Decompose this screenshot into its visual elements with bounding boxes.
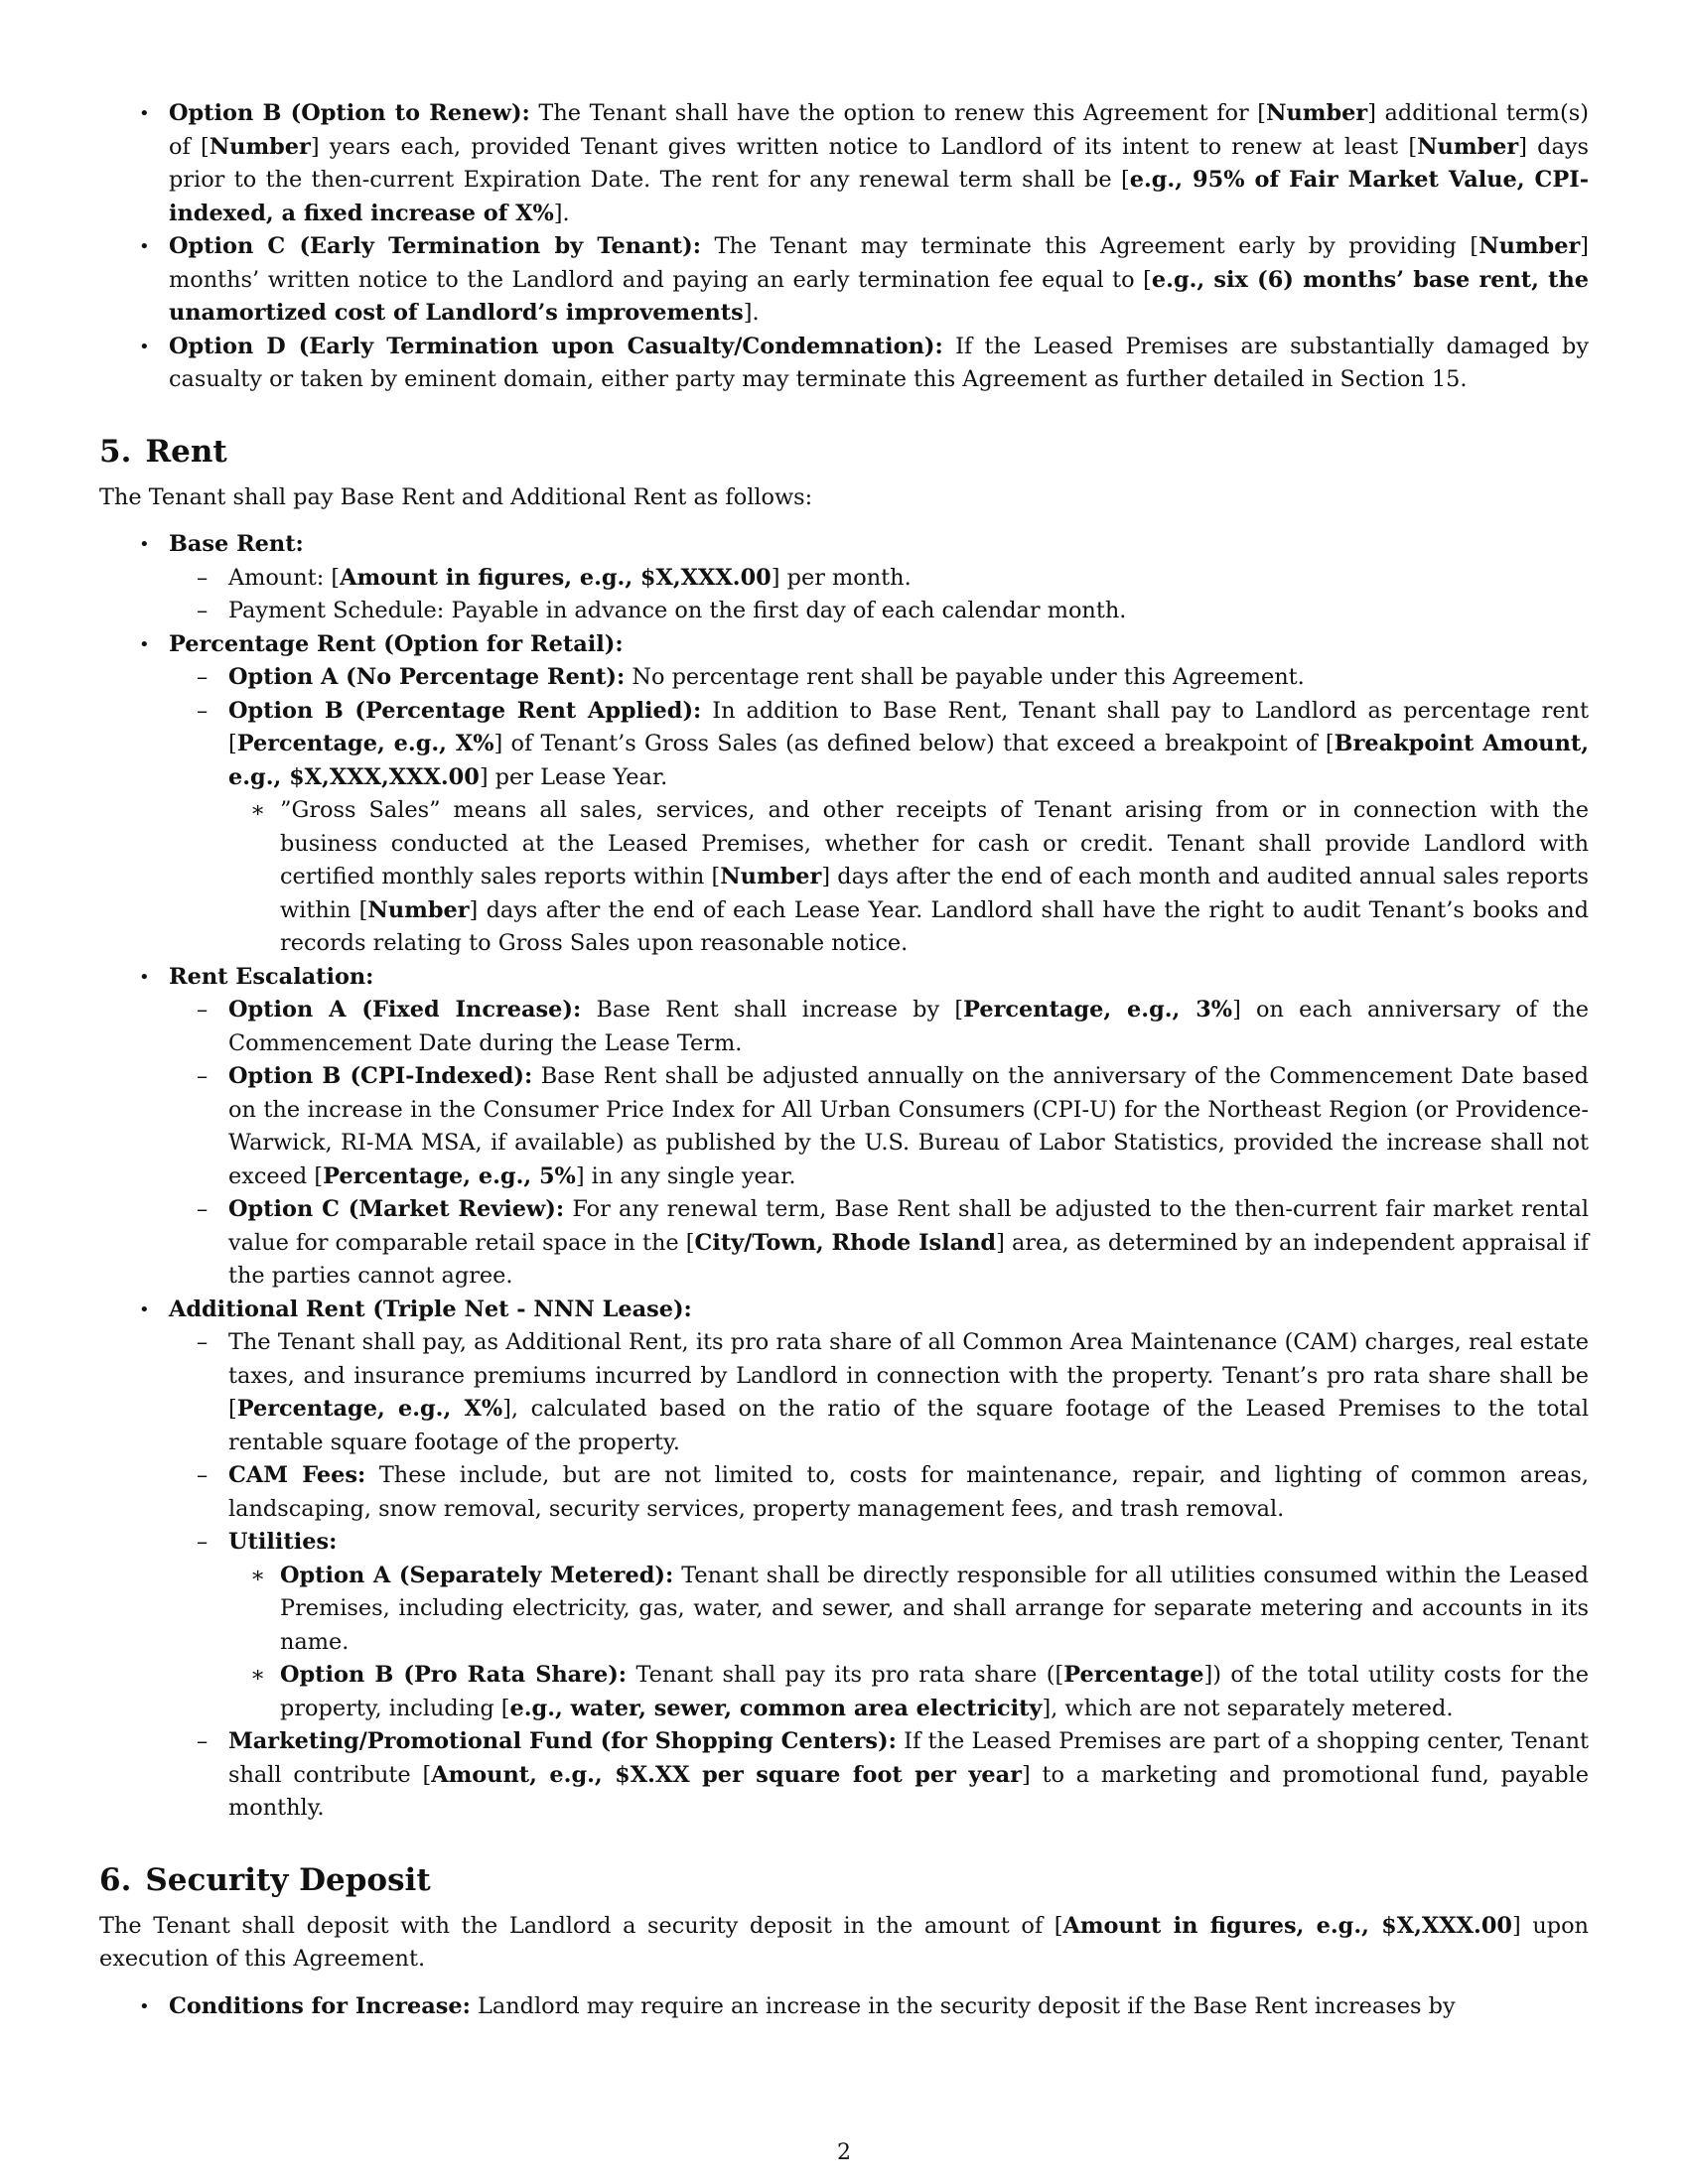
text-segment: ] years each, provided Tenant gives written notice to Landlord of its intent to renew at least [: [310, 133, 1418, 160]
bold-placeholder: Number: [720, 864, 822, 889]
cam-label: CAM Fees:: [228, 1462, 366, 1488]
base-rent-sublist: [99, 562, 1589, 628]
text-segment: ] days after the end of each month and audited annual sales reports within [: [280, 864, 1589, 923]
text-segment: ] in any single year.: [575, 1162, 796, 1189]
option-label: Option C (Early Termination by Tenant):: [169, 233, 701, 259]
rent-escalation-label: Rent Escalation:: [169, 963, 374, 990]
bold-placeholder: Percentage, e.g., 3%: [963, 997, 1233, 1023]
text-segment: ], calculated based on the ratio of the square footage of the Leased Premises to the total rentable square footage of the property.: [228, 1396, 1589, 1455]
placeholder: Amount in figures, e.g., $X,XXX.00: [340, 564, 772, 591]
utilities-option-a: [250, 1560, 1589, 1660]
escalation-sublist: [99, 994, 1589, 1294]
bold-placeholder: Breakpoint Amount, e.g., $X,XXX,XXX.00: [228, 731, 1589, 790]
option-label: Option B (Percentage Rent Applied):: [228, 697, 702, 724]
bold-placeholder: e.g., water, sewer, common area electricity: [509, 1695, 1043, 1721]
text: Amount: [: [228, 564, 341, 591]
cam-fees: [197, 1459, 1589, 1526]
pro-rata-text: [228, 1329, 1589, 1455]
dash-icon: –: [197, 564, 209, 591]
escalation-option-c: [197, 1193, 1590, 1294]
dash-icon: –: [197, 1063, 209, 1089]
bold-placeholder: Number: [1478, 233, 1581, 259]
dash-icon: –: [197, 1462, 209, 1488]
term-options-list: [99, 97, 1589, 397]
bullet-icon: •: [139, 633, 150, 655]
pro-rata-share: [197, 1326, 1589, 1459]
option-label: Option B (Pro Rata Share):: [280, 1662, 628, 1688]
definition-text: [280, 797, 1589, 956]
text-segment: ], which are not separately metered.: [1042, 1695, 1454, 1721]
text-segment: ].: [743, 300, 760, 326]
utilities-sublist: [99, 1560, 1589, 1726]
asterisk-icon: ∗: [250, 797, 266, 823]
option-label: Option B (CPI-Indexed):: [228, 1063, 533, 1089]
bullet-icon: •: [139, 236, 150, 257]
utilities-label: Utilities:: [228, 1529, 338, 1555]
section-number: 5.: [99, 433, 132, 470]
dash-icon: –: [197, 664, 209, 690]
bold-placeholder: Number: [1417, 133, 1519, 160]
text-segment: The Tenant shall deposit with the Landlord a security deposit in the amount of [: [99, 1912, 1063, 1939]
text-segment: ] on each anniversary of the Commencement Date during the Lease Term.: [228, 997, 1590, 1056]
base-rent-label: Base Rent:: [169, 531, 304, 557]
section-5-intro: The Tenant shall pay Base Rent and Additional Rent as follows:: [99, 483, 813, 510]
additional-rent-label: Additional Rent (Triple Net - NNN Lease):: [169, 1296, 692, 1322]
percentage-rent-label: Percentage Rent (Option for Retail):: [169, 630, 624, 657]
dash-icon: –: [197, 997, 209, 1023]
conditions-label: Conditions for Increase:: [169, 1992, 471, 2019]
text-segment: ] days after the end of each Lease Year. Landlord shall have the right to audit Tenant’s books and records relating to Gross Sales upon reasonable notice.: [280, 896, 1589, 956]
document-page: [99, 97, 1589, 2023]
gross-sales-definition: [250, 794, 1589, 961]
bold-placeholder: Percentage: [1063, 1662, 1204, 1688]
text-segment: The Tenant shall pay, as Additional Rent, its pro rata share of all Common Area Maintenance (CAM) charges, real estate taxes, and insurance premiums incurred by Landlord in connection with the property. Tenant’s pro rata share shall be [: [228, 1329, 1589, 1422]
text-segment: ]) of the total utility costs for the property, including [: [280, 1662, 1589, 1721]
bold-placeholder: Number: [367, 896, 470, 923]
dash-icon: –: [197, 1329, 209, 1355]
gross-sales-sublist: [99, 794, 1589, 961]
bold-placeholder: e.g., 95% of Fair Market Value, CPI-indexed, a fixed increase of X%: [169, 167, 1589, 226]
option-label: Option A (Separately Metered):: [280, 1562, 674, 1588]
option-label: Option A (No Percentage Rent):: [228, 664, 626, 690]
page-number: 2: [837, 2140, 851, 2165]
option-label: Option A (Fixed Increase):: [228, 997, 582, 1023]
bullet-icon: •: [139, 1298, 150, 1320]
escalation-option-a: [197, 994, 1590, 1060]
text-segment: ] additional term(s) of [: [169, 100, 1589, 160]
text-segment: ] per Lease Year.: [479, 763, 668, 790]
escalation-option-b: [197, 1060, 1589, 1193]
text-segment: Base Rent shall be adjusted annually on the anniversary of the Commencement Date based on the increase in the Consumer Price Index for All Urban Consumers (CPI-U) for the Northeast Region (or Providence-Warwick, RI-MA MSA, if available) as published by the U.S. Bureau of Labor Statistics, provided the increase shall not exceed [: [228, 1063, 1589, 1189]
bold-placeholder: e.g., six (6) months’ base rent, the unamortized cost of Landlord’s improvements: [169, 266, 1589, 326]
text-segment: Tenant shall pay its pro rata share ([: [627, 1662, 1064, 1688]
text-segment: ] area, as determined by an independent appraisal if the parties cannot agree.: [228, 1229, 1589, 1289]
utilities-option-b: [250, 1659, 1589, 1725]
rent-escalation-item: [99, 961, 1589, 1294]
utilities: [197, 1526, 1589, 1725]
option-d-casualty: [99, 331, 1589, 397]
asterisk-icon: ∗: [250, 1662, 266, 1688]
text-segment: If the Leased Premises are part of a shopping center, Tenant shall contribute [: [228, 1728, 1589, 1788]
text-segment: ] days prior to the then-current Expiration Date. The rent for any renewal term shall be [: [169, 133, 1589, 193]
option-c-early-termination: [99, 230, 1589, 331]
base-rent-amount: [197, 562, 1589, 596]
marketing-fund: [197, 1725, 1590, 1826]
dash-icon: –: [197, 1529, 209, 1555]
bold-placeholder: Percentage, e.g., X%: [236, 1396, 503, 1422]
bullet-icon: •: [139, 103, 150, 124]
text-segment: ”Gross Sales” means all sales, services, and other receipts of Tenant arising from or in connection with the business conducted at the Leased Premises, whether for cash or credit. Tenant shall provide Landlord with certified monthly sales reports within [: [280, 797, 1589, 889]
bold-placeholder: Amount, e.g., $X.XX per square foot per year: [431, 1761, 1022, 1788]
dash-icon: –: [197, 1728, 209, 1754]
security-deposit-list: [99, 1990, 1589, 2024]
dash-icon: –: [197, 1196, 209, 1222]
bold-placeholder: Percentage, e.g., 5%: [323, 1162, 576, 1189]
section-6-intro: [99, 1910, 1589, 1977]
asterisk-icon: ∗: [250, 1562, 266, 1588]
percentage-option-a: [197, 661, 1589, 695]
percentage-rent-sublist: [99, 661, 1589, 961]
option-text: No percentage rent shall be payable under this Agreement.: [625, 664, 1305, 690]
text-segment: ] of Tenant’s Gross Sales (as defined below) that exceed a breakpoint of [: [493, 731, 1335, 756]
text-segment: ] months’ written notice to the Landlord and paying an early termination fee equal to [: [169, 233, 1590, 293]
dash-icon: –: [197, 598, 209, 623]
base-rent-item: [99, 528, 1589, 628]
text-segment: ].: [553, 200, 570, 226]
section-6-heading: [99, 1860, 1589, 1900]
bold-placeholder: Amount in figures, e.g., $X,XXX.00: [1062, 1912, 1512, 1939]
option-label: Option B (Option to Renew):: [169, 100, 530, 126]
additional-rent-sublist: [99, 1326, 1589, 1826]
percentage-option-b: [197, 695, 1589, 961]
cam-text: These include, but are not limited to, costs for maintenance, repair, and lighting of common areas, landscaping, snow removal, security services, property management fees, and trash removal.: [228, 1462, 1589, 1522]
bullet-icon: •: [139, 336, 150, 357]
text-segment: The Tenant shall have the option to renew this Agreement for [: [529, 100, 1267, 126]
bullet-icon: •: [139, 534, 150, 555]
section-5-heading: [99, 432, 1589, 472]
section-title: Rent: [145, 433, 227, 470]
text-segment: If the Leased Premises are substantially damaged by casualty or taken by eminent domain, either party may terminate this Agreement as further detailed in Section 15.: [169, 333, 1589, 392]
section-number: 6.: [99, 1861, 132, 1898]
option-label: Option C (Market Review):: [228, 1196, 565, 1222]
bullet-icon: •: [139, 966, 150, 988]
bold-placeholder: City/Town, Rhode Island: [694, 1229, 997, 1256]
option-label: Option D (Early Termination upon Casualty/Condemnation):: [169, 333, 943, 359]
text-segment: ] upon execution of this Agreement.: [99, 1912, 1589, 1972]
text-segment: ] to a marketing and promotional fund, payable monthly.: [228, 1761, 1590, 1821]
section-title: Security Deposit: [145, 1861, 431, 1898]
bullet-icon: •: [139, 1995, 150, 2017]
percentage-rent-item: [99, 628, 1589, 961]
base-rent-schedule: [197, 595, 1589, 628]
text-segment: Base Rent shall increase by [: [581, 997, 964, 1023]
dash-icon: –: [197, 697, 209, 724]
text: ] per month.: [771, 564, 912, 591]
conditions-text: Landlord may require an increase in the security deposit if the Base Rent increases by: [470, 1992, 1456, 2019]
text-segment: Tenant shall be directly responsible for all utilities consumed within the Leased Premises, including electricity, gas, water, and sewer, and shall arrange for separate metering and accounts in its name.: [280, 1562, 1589, 1655]
bold-placeholder: Number: [1266, 100, 1368, 126]
text-segment: For any renewal term, Base Rent shall be adjusted to the then-current fair market rental value for comparable retail space in the [: [228, 1196, 1590, 1256]
rent-list: [99, 528, 1589, 1826]
additional-rent-item: [99, 1294, 1589, 1826]
option-b-renew: [99, 97, 1589, 230]
bold-placeholder: Percentage, e.g., X%: [236, 731, 494, 756]
text-segment: The Tenant may terminate this Agreement early by providing [: [700, 233, 1479, 259]
conditions-for-increase: [99, 1990, 1589, 2024]
marketing-label: Marketing/Promotional Fund (for Shopping Centers):: [228, 1728, 897, 1754]
text-segment: In addition to Base Rent, Tenant shall pay to Landlord as percentage rent [: [228, 697, 1589, 756]
text: Payment Schedule: Payable in advance on the first day of each calendar month.: [228, 598, 1127, 623]
bold-placeholder: Number: [209, 133, 311, 160]
